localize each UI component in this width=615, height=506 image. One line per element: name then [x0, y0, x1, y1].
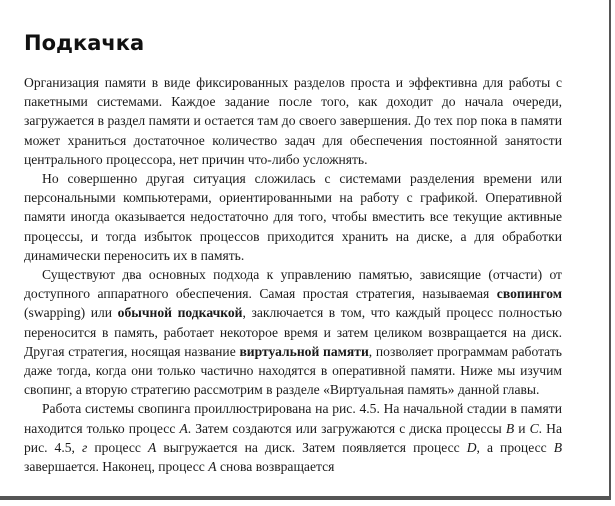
text-run: и	[514, 420, 530, 436]
text-run: . Затем создаются или загружаются с диска процессы	[187, 420, 506, 436]
italic-term: D	[466, 439, 477, 455]
text-run: , заключается в том, что каждый процесс полностью переносится в память, работает некоторое время и затем целиком возвращается на диск. Другая стратегия, носящая название	[24, 305, 562, 359]
text-run: завершается. Наконец, процесс	[24, 459, 209, 475]
text-run: (swapping) или	[24, 305, 118, 321]
text-run: процесс	[87, 439, 148, 455]
italic-term: B	[505, 420, 515, 436]
bold-term: обычной подкачкой	[117, 305, 243, 321]
italic-term: C	[529, 420, 539, 436]
text-run: Существуют два основных подхода к управлению памятью, зависящие (отчасти) от доступного аппаратного обеспечения. Самая простая стратегия, называемая	[24, 267, 562, 302]
bold-term: свопингом	[496, 286, 562, 302]
text-run: , позволяет программам работать даже тогда, когда они только частично находятся в оперативной памяти. Ниже мы изучим свопинг, а вторую стратегию рассмотрим в разделе «Виртуальная память» данной главы.	[24, 343, 562, 398]
text-run: . На рис. 4.5,	[24, 420, 562, 455]
text-run: выгружается на диск. Затем появляется процесс	[156, 439, 467, 455]
section-heading: Подкачка	[24, 31, 145, 55]
text-run: Организация памяти в виде фиксированных разделов проста и эффективна для работы с пакетными системами. Каждое задание после того, как доходит до начала очереди, загружается в раздел памяти и остается там до своего завершения. До тех пор пока в памяти может храниться достаточное количество задач для обеспечения постоянной занятости центрального процессора, нет причин что-либо усложнять.	[24, 75, 562, 167]
text-run: , а процесс	[476, 439, 554, 455]
italic-term: A	[147, 439, 157, 455]
italic-term: B	[553, 439, 562, 455]
text-run: снова возвращается	[216, 459, 335, 475]
italic-term: A	[179, 420, 188, 436]
paragraph-4	[24, 399, 562, 476]
body-text	[24, 73, 562, 476]
bold-term: виртуальной памяти	[239, 343, 369, 359]
paragraph-3	[24, 265, 562, 399]
italic-term: г	[81, 439, 88, 455]
paragraph-2	[24, 169, 562, 265]
paragraph-1	[24, 73, 562, 169]
italic-term: A	[208, 459, 217, 475]
text-run: Работа системы свопинга проиллюстрирована на рис. 4.5. На начальной стадии в памяти находится только процесс	[24, 401, 562, 436]
text-run: Но совершенно другая ситуация сложилась с системами разделения времени или персональными компьютерами, ориентированными на работу с графикой. Оперативной памяти иногда оказывается недостаточно для того, чтобы вместить все текущие активные процессы, и тогда избыток процессов приходится хранить на диске, а для обработки динамически переносить их в память.	[24, 171, 562, 263]
